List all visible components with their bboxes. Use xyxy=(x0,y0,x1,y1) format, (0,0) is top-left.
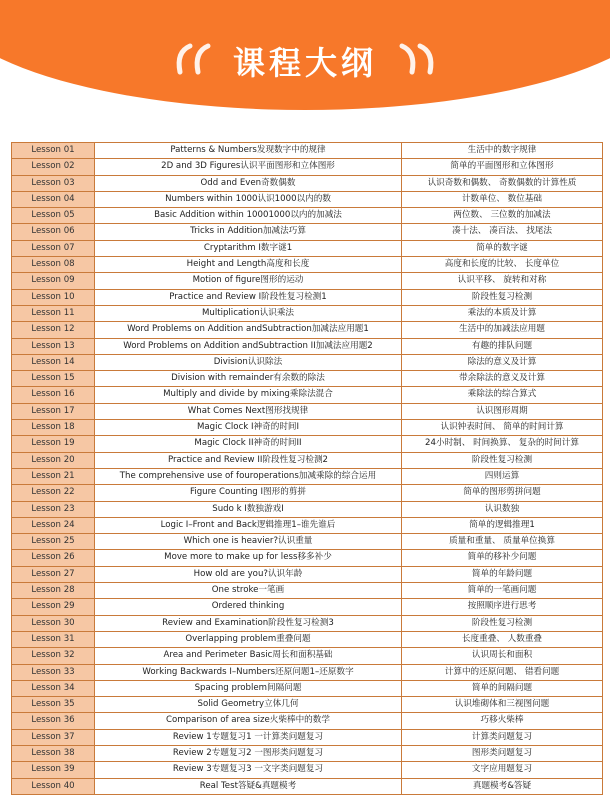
lesson-cell: Lesson 37 xyxy=(12,729,95,745)
lesson-cell: Lesson 25 xyxy=(12,534,95,550)
topic-cell: Overlapping problem重叠问题 xyxy=(95,631,402,647)
topic-cell: Division with remainder有余数的除法 xyxy=(95,371,402,387)
topic-cell: Numbers within 1000认识1000以内的数 xyxy=(95,191,402,207)
content-cell: 24小时制、 时间换算、 复杂的时间计算 xyxy=(402,436,603,452)
lesson-cell: Lesson 10 xyxy=(12,289,95,305)
table-row xyxy=(12,762,603,778)
content-cell: 乘法的本质及计算 xyxy=(402,305,603,321)
lesson-cell: Lesson 16 xyxy=(12,387,95,403)
lesson-cell: Lesson 07 xyxy=(12,240,95,256)
topic-cell: Review and Examination阶段性复习检测3 xyxy=(95,615,402,631)
table-row xyxy=(12,240,603,256)
table-row xyxy=(12,550,603,566)
topic-cell: Word Problems on Addition andSubtraction加减法应用题1 xyxy=(95,322,402,338)
topic-cell: Ordered thinking xyxy=(95,599,402,615)
table-row xyxy=(12,631,603,647)
table-row xyxy=(12,664,603,680)
page-header xyxy=(0,0,610,125)
content-cell: 计算中的还原问题、 错看问题 xyxy=(402,664,603,680)
content-cell: 认识钟表时间、 简单的时间计算 xyxy=(402,420,603,436)
table-row xyxy=(12,257,603,273)
table-row xyxy=(12,566,603,582)
lesson-cell: Lesson 39 xyxy=(12,762,95,778)
topic-cell: One stroke一笔画 xyxy=(95,583,402,599)
content-cell: 认识周长和面积 xyxy=(402,648,603,664)
content-cell: 有趣的排队问题 xyxy=(402,338,603,354)
content-cell: 图形类问题复习 xyxy=(402,745,603,761)
topic-cell: Review 1专题复习1 一计算类问题复习 xyxy=(95,729,402,745)
content-cell: 认识图形周期 xyxy=(402,403,603,419)
lesson-cell: Lesson 17 xyxy=(12,403,95,419)
lesson-cell: Lesson 26 xyxy=(12,550,95,566)
table-row xyxy=(12,354,603,370)
topic-cell: The comprehensive use of fouroperations加减乘除的综合运用 xyxy=(95,468,402,484)
lesson-cell: Lesson 03 xyxy=(12,175,95,191)
lesson-cell: Lesson 36 xyxy=(12,713,95,729)
content-cell: 阶段性复习检测 xyxy=(402,452,603,468)
lesson-cell: Lesson 34 xyxy=(12,680,95,696)
content-cell: 长度重叠、 人数重叠 xyxy=(402,631,603,647)
syllabus-table xyxy=(11,142,603,795)
topic-cell: Magic Clock I神奇的时间I xyxy=(95,420,402,436)
topic-cell: Sudo k I数独游戏I xyxy=(95,501,402,517)
topic-cell: Practice and Review I阶段性复习检测1 xyxy=(95,289,402,305)
lesson-cell: Lesson 38 xyxy=(12,745,95,761)
content-cell: 凑十法、 凑百法、 找尾法 xyxy=(402,224,603,240)
content-cell: 认识平移、 旋转和对称 xyxy=(402,273,603,289)
lesson-cell: Lesson 35 xyxy=(12,697,95,713)
topic-cell: Word Problems on Addition andSubtraction II加减法应用题2 xyxy=(95,338,402,354)
lesson-cell: Lesson 30 xyxy=(12,615,95,631)
topic-cell: Cryptarithm I数字谜1 xyxy=(95,240,402,256)
lesson-cell: Lesson 29 xyxy=(12,599,95,615)
lesson-cell: Lesson 28 xyxy=(12,583,95,599)
topic-cell: Solid Geometry立体几何 xyxy=(95,697,402,713)
table-row xyxy=(12,452,603,468)
topic-cell: Move more to make up for less移多补少 xyxy=(95,550,402,566)
lesson-cell: Lesson 02 xyxy=(12,159,95,175)
content-cell: 巧移火柴棒 xyxy=(402,713,603,729)
lesson-cell: Lesson 11 xyxy=(12,305,95,321)
topic-cell: Which one is heavier?认识重量 xyxy=(95,534,402,550)
topic-cell: Comparison of area size火柴棒中的数学 xyxy=(95,713,402,729)
content-cell: 按照顺序进行思考 xyxy=(402,599,603,615)
content-cell: 高度和长度的比较、 长度单位 xyxy=(402,257,603,273)
topic-cell: Review 3专题复习3 一文字类问题复习 xyxy=(95,762,402,778)
content-cell: 阶段性复习检测 xyxy=(402,615,603,631)
topic-cell: How old are you?认识年龄 xyxy=(95,566,402,582)
lesson-cell: Lesson 18 xyxy=(12,420,95,436)
lesson-cell: Lesson 14 xyxy=(12,354,95,370)
table-row xyxy=(12,273,603,289)
content-cell: 两位数、 三位数的加减法 xyxy=(402,208,603,224)
topic-cell: Division认识除法 xyxy=(95,354,402,370)
table-row xyxy=(12,420,603,436)
lesson-cell: Lesson 04 xyxy=(12,191,95,207)
lesson-cell: Lesson 23 xyxy=(12,501,95,517)
content-cell: 简单的逻辑推理1 xyxy=(402,517,603,533)
content-cell: 除法的意义及计算 xyxy=(402,354,603,370)
topic-cell: 2D and 3D Figures认识平面图形和立体图形 xyxy=(95,159,402,175)
topic-cell: Practice and Review II阶段性复习检测2 xyxy=(95,452,402,468)
topic-cell: What Comes Next图形找规律 xyxy=(95,403,402,419)
table-row xyxy=(12,615,603,631)
content-cell: 真题模考&答疑 xyxy=(402,778,603,794)
table-row xyxy=(12,599,603,615)
table-row xyxy=(12,175,603,191)
lesson-cell: Lesson 08 xyxy=(12,257,95,273)
table-row xyxy=(12,648,603,664)
table-row xyxy=(12,501,603,517)
lesson-cell: Lesson 33 xyxy=(12,664,95,680)
content-cell: 简单的平面图形和立体图形 xyxy=(402,159,603,175)
topic-cell: Odd and Even奇数偶数 xyxy=(95,175,402,191)
content-cell: 四则运算 xyxy=(402,468,603,484)
content-cell: 生活中的加减法应用题 xyxy=(402,322,603,338)
content-cell: 带余除法的意义及计算 xyxy=(402,371,603,387)
topic-cell: Working Backwards I–Numbers还原问题1–还原数字 xyxy=(95,664,402,680)
table-row xyxy=(12,143,603,159)
table-row xyxy=(12,403,603,419)
content-cell: 简单的移补少问题 xyxy=(402,550,603,566)
content-cell: 简单的间隔问题 xyxy=(402,680,603,696)
content-cell: 简单的一笔画问题 xyxy=(402,583,603,599)
lesson-cell: Lesson 12 xyxy=(12,322,95,338)
lesson-cell: Lesson 27 xyxy=(12,566,95,582)
topic-cell: Multiply and divide by mixing乘除法混合 xyxy=(95,387,402,403)
lesson-cell: Lesson 05 xyxy=(12,208,95,224)
content-cell: 简单的年龄问题 xyxy=(402,566,603,582)
content-cell: 计算类问题复习 xyxy=(402,729,603,745)
lesson-cell: Lesson 13 xyxy=(12,338,95,354)
content-cell: 简单的图形剪拼问题 xyxy=(402,485,603,501)
content-cell: 文字应用题复习 xyxy=(402,762,603,778)
table-row xyxy=(12,159,603,175)
table-row xyxy=(12,322,603,338)
lesson-cell: Lesson 22 xyxy=(12,485,95,501)
table-row xyxy=(12,436,603,452)
table-row xyxy=(12,305,603,321)
table-row xyxy=(12,534,603,550)
topic-cell: Figure Counting I图形的剪拼 xyxy=(95,485,402,501)
content-cell: 认识数独 xyxy=(402,501,603,517)
table-row xyxy=(12,729,603,745)
topic-cell: Multiplication认识乘法 xyxy=(95,305,402,321)
content-cell: 认识奇数和偶数、 奇数偶数的计算性质 xyxy=(402,175,603,191)
topic-cell: Height and Length高度和长度 xyxy=(95,257,402,273)
page-title: 课程大纲 xyxy=(232,44,377,82)
table-row xyxy=(12,191,603,207)
lesson-cell: Lesson 19 xyxy=(12,436,95,452)
table-row xyxy=(12,208,603,224)
lesson-cell: Lesson 31 xyxy=(12,631,95,647)
content-cell: 认识堆砌体和三视图问题 xyxy=(402,697,603,713)
table-row xyxy=(12,745,603,761)
table-row xyxy=(12,583,603,599)
topic-cell: Review 2专题复习2 一图形类问题复习 xyxy=(95,745,402,761)
lesson-cell: Lesson 15 xyxy=(12,371,95,387)
topic-cell: Basic Addition within 10001000以内的加减法 xyxy=(95,208,402,224)
table-row xyxy=(12,338,603,354)
syllabus-table-wrapper xyxy=(11,142,599,795)
topic-cell: Logic I–Front and Back逻辑推理1–谁先谁后 xyxy=(95,517,402,533)
lesson-cell: Lesson 01 xyxy=(12,143,95,159)
decoration-right-icon xyxy=(394,42,440,76)
topic-cell: Area and Perimeter Basic周长和面积基础 xyxy=(95,648,402,664)
table-row xyxy=(12,371,603,387)
table-row xyxy=(12,778,603,794)
lesson-cell: Lesson 32 xyxy=(12,648,95,664)
table-row xyxy=(12,697,603,713)
lesson-cell: Lesson 40 xyxy=(12,778,95,794)
topic-cell: Motion of figure图形的运动 xyxy=(95,273,402,289)
content-cell: 阶段性复习检测 xyxy=(402,289,603,305)
lesson-cell: Lesson 24 xyxy=(12,517,95,533)
topic-cell: Magic Clock II神奇的时间II xyxy=(95,436,402,452)
table-row xyxy=(12,468,603,484)
table-row xyxy=(12,485,603,501)
topic-cell: Spacing problem间隔问题 xyxy=(95,680,402,696)
lesson-cell: Lesson 09 xyxy=(12,273,95,289)
table-row xyxy=(12,713,603,729)
content-cell: 乘除法的综合算式 xyxy=(402,387,603,403)
table-row xyxy=(12,224,603,240)
table-row xyxy=(12,289,603,305)
topic-cell: Tricks in Addition加减法巧算 xyxy=(95,224,402,240)
lesson-cell: Lesson 20 xyxy=(12,452,95,468)
content-cell: 质量和重量、 质量单位换算 xyxy=(402,534,603,550)
content-cell: 简单的数字谜 xyxy=(402,240,603,256)
lesson-cell: Lesson 21 xyxy=(12,468,95,484)
content-cell: 生活中的数字规律 xyxy=(402,143,603,159)
table-row xyxy=(12,680,603,696)
topic-cell: Patterns & Numbers发现数字中的规律 xyxy=(95,143,402,159)
topic-cell: Real Test答疑&真题模考 xyxy=(95,778,402,794)
table-row xyxy=(12,517,603,533)
lesson-cell: Lesson 06 xyxy=(12,224,95,240)
content-cell: 计数单位、 数位基础 xyxy=(402,191,603,207)
table-row xyxy=(12,387,603,403)
